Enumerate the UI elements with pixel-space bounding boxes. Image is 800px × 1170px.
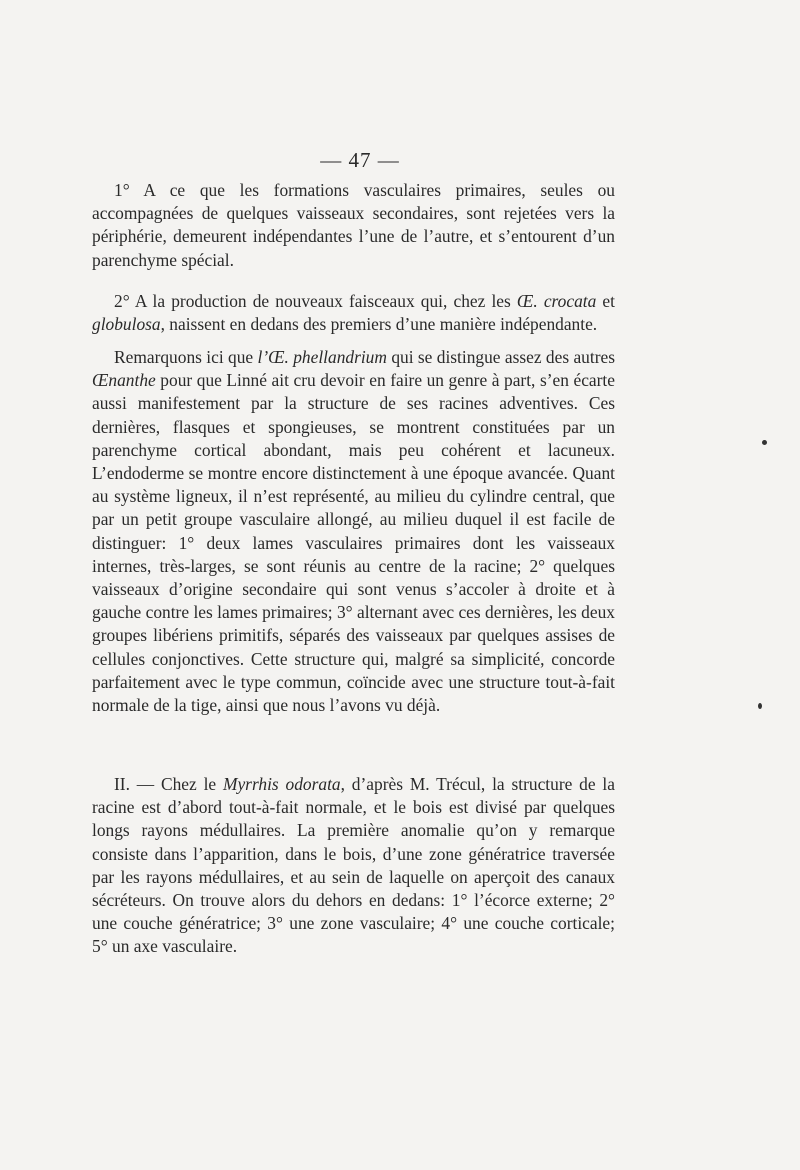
paragraph-text [92, 179, 615, 272]
text-run: qui se distingue assez des autres [386, 347, 615, 367]
paragraph-text [92, 773, 615, 959]
text-run: et [596, 291, 615, 311]
paragraph-3 [92, 346, 615, 717]
italic-run: Myrrhis odorata [222, 774, 341, 794]
text-run: , d’après M. Trécul, la structure de la racine est d’abord tout-à-fait normale, et le bois est divisé par quelques longs rayons médullaires. La première anomalie qu’on y remarque consiste dans l’apparition, dans le bois, d’une zone génératrice traversée par les rayons médullaires, et au sein de laquelle on aperçoit des canaux sécréteurs. On trouve alors du dehors en dedans: 1° l’écorce externe; 2° une couche génératrice; 3° une zone vasculaire; 4° une couche corticale; 5° un axe vasculaire. [92, 774, 615, 957]
italic-run: l’Œ. phellandrium [257, 347, 387, 367]
text-run: 2° A la production de nouveaux faisceaux qui, chez les [114, 291, 517, 311]
text-run: pour que Linné ait cru devoir en faire un genre à part, s’en écarte aussi manifestement par la structure de ses racines adventives. Ces dernières, flasques et spongieuses, se montrent constituées par un parenchyme cortical abondant, mais peu cohérent et lacuneux. L’endoderme se montre encore distinctement à une époque avancée. Quant au système ligneux, il n’est représenté, au milieu du cylindre central, que par un petit groupe vasculaire allongé, au milieu duquel il est facile de distinguer: 1° deux lames vasculaires primaires dont les vaisseaux internes, très-larges, se sont réunis au centre de la racine; 2° quelques vaisseaux d’origine secondaire qui sont venus s’accoler à droite et à gauche contre les lames primaires; 3° alternant avec ces dernières, les deux groupes libériens primitifs, séparés des vaisseaux par quelques assises de cellules conjonctives. Cette structure qui, malgré sa simplicité, concorde parfaitement avec le type commun, coïncide avec une structure tout-à-fait normale de la tige, ainsi que nous l’avons vu déjà. [92, 370, 615, 716]
paragraph-1 [92, 179, 615, 272]
paragraph-text [92, 290, 615, 336]
italic-run: globulosa [92, 314, 161, 335]
text-run: , naissent en dedans des premiers d’une manière indépendante. [160, 314, 598, 335]
text-run: 1° A ce que les formations vasculaires primaires, seules ou accompagnées de quelques vaisseaux secondaires, sont rejetées vers la périphérie, demeurent indépendantes l’une de l’autre, et s’entourent d’un parenchyme spécial. [92, 180, 615, 270]
ink-speck [762, 440, 767, 445]
text-run: Remarquons ici que [114, 347, 258, 367]
italic-run: Œnanthe [92, 370, 156, 391]
paragraph-text [92, 346, 615, 717]
page-number: — 47 — [320, 148, 400, 172]
paragraph-4 [92, 773, 615, 959]
ink-speck [758, 703, 762, 709]
paragraph-2 [92, 290, 615, 336]
text-run: II. — Chez le [114, 774, 223, 794]
italic-run: Œ. crocata [516, 291, 597, 311]
